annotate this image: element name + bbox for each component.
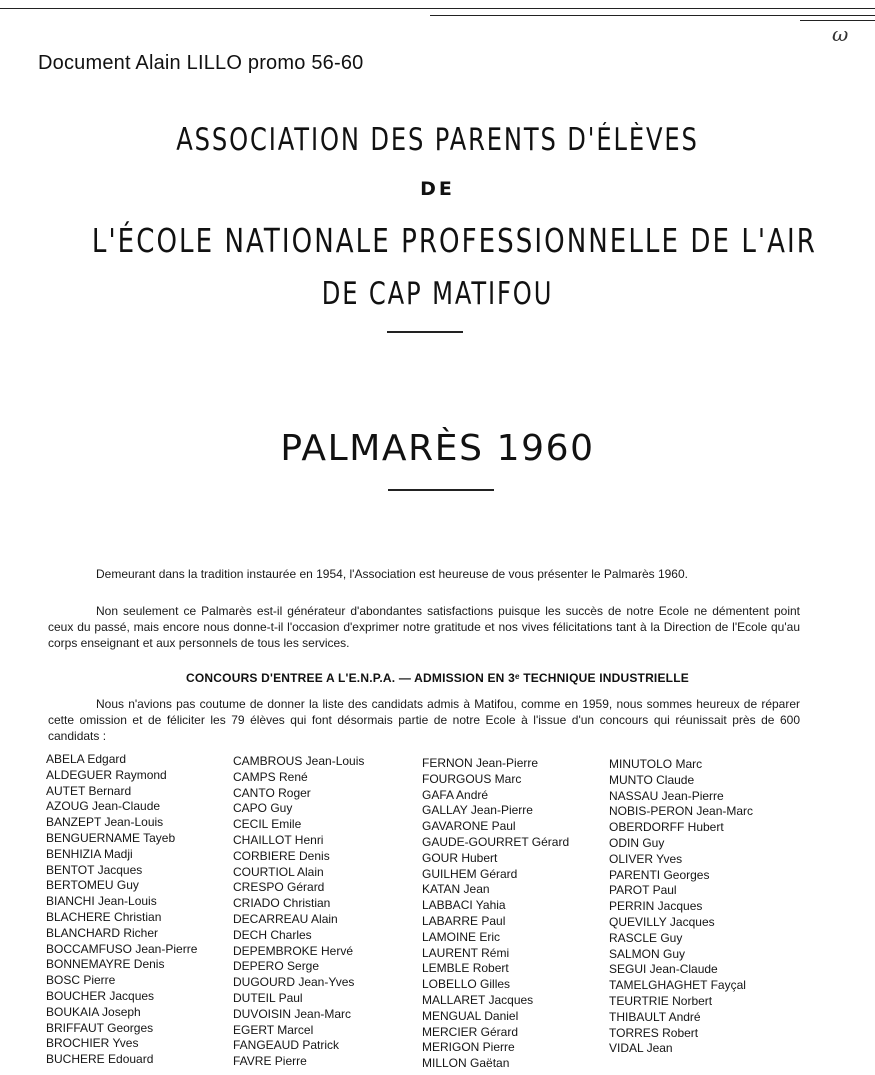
student-name: BUCHERE Edouard [46,1052,154,1067]
student-name: GUILHEM Gérard [422,866,518,881]
student-name: FANGEAUD Patrick [233,1038,340,1053]
student-name: LABBACI Yahia [422,898,506,913]
student-name: BOUCHER Jacques [46,988,155,1003]
student-list-column-3 [422,756,569,1072]
student-name: FOURGOUS Marc [422,771,522,786]
student-name: DECARREAU Alain [233,911,338,926]
student-name: MENGUAL Daniel [422,1008,519,1023]
title-divider [388,489,494,491]
student-name: TEURTRIE Norbert [609,993,713,1008]
student-name: CAMBROUS Jean-Louis [233,754,365,768]
student-name: LEMBLE Robert [422,961,509,976]
header-association: ASSOCIATION DES PARENTS D'ÉLÈVES [176,122,699,158]
student-name: ODIN Guy [609,835,665,850]
header-de: DE [420,178,455,200]
student-name: SEGUI Jean-Claude [609,962,718,977]
student-name: CRIADO Christian [233,896,331,911]
student-name: KATAN Jean [422,882,490,897]
student-name: TORRES Robert [609,1025,699,1040]
student-name: BOUKAIA Joseph [46,1004,141,1019]
student-list-column-4 [609,757,753,1057]
student-name: BIANCHI Jean-Louis [46,894,157,909]
student-name: OLIVER Yves [609,851,683,866]
student-name: BANZEPT Jean-Louis [46,815,164,830]
student-name: PARENTI Georges [609,867,710,882]
student-name: GAVARONE Paul [422,819,516,834]
student-name: GOUR Hubert [422,850,498,865]
student-name: BENTOT Jacques [46,862,143,877]
student-name: FERNON Jean-Pierre [422,756,539,770]
student-name: BENHIZIA Madji [46,846,133,861]
student-name: SALMON Guy [609,946,686,961]
scan-top-rule-secondary [430,15,875,16]
student-name: DEPERO Serge [233,959,320,974]
scan-top-rule-tertiary [800,20,875,21]
student-name: MALLARET Jacques [422,992,534,1007]
student-name: OBERDORFF Hubert [609,820,724,835]
scan-top-rule [0,8,875,9]
student-name: CANTO Roger [233,785,311,800]
student-name: VIDAL Jean [609,1041,673,1056]
student-name: BROCHIER Yves [46,1036,139,1051]
student-name: DUGOURD Jean-Yves [233,975,355,990]
handwritten-page-mark: ω [832,22,849,46]
student-name: BONNEMAYRE Denis [46,957,165,972]
student-name: COURTIOL Alain [233,864,324,879]
student-name: MUNTO Claude [609,772,695,787]
student-name: MINUTOLO Marc [609,757,703,771]
student-name: QUEVILLY Jacques [609,914,715,929]
student-name: BERTOMEU Guy [46,878,139,893]
student-name: BLANCHARD Richer [46,925,159,940]
student-name: MERIGON Pierre [422,1040,515,1055]
student-name: DUVOISIN Jean-Marc [233,1006,352,1021]
student-name: DUTEIL Paul [233,990,303,1005]
student-name: CAMPS René [233,769,308,784]
student-name: PAROT Paul [609,883,677,898]
student-name: NOBIS-PERON Jean-Marc [609,804,754,819]
student-name: GALLAY Jean-Pierre [422,803,533,818]
student-name: CECIL Emile [233,817,302,832]
student-name: RASCLE Guy [609,930,683,945]
student-list-column-2 [233,754,364,1070]
student-name: CRESPO Gérard [233,880,325,895]
student-name: MERCIER Gérard [422,1024,519,1039]
student-name: LOBELLO Gilles [422,977,511,992]
student-name: CORBIERE Denis [233,848,330,863]
student-name: BLACHERE Christian [46,909,162,924]
header-school: L'ÉCOLE NATIONALE PROFESSIONNELLE DE L'AIR [91,221,817,260]
student-name: BOCCAMFUSO Jean-Pierre [46,941,198,956]
student-name: BOSC Pierre [46,973,116,988]
intro-paragraph-2: Non seulement ce Palmarès est-il générateur d'abondantes satisfactions puisque les succès de notre Ecole ne démentent point ceux du passé, mais encore nous donne-t-il l'occasion d'exprimer notre gratitude et nos vives félicitations tant à la Direction de l'Ecole qu'au corps enseignant et aux personnels de tous les services. [48,604,800,650]
student-name: FAVRE Pierre [233,1054,307,1069]
student-name: GAUDE-GOURRET Gérard [422,834,570,849]
student-name: THIBAULT André [609,1009,701,1024]
student-name: CHAILLOT Henri [233,832,324,847]
student-name: NASSAU Jean-Pierre [609,788,724,803]
intro-paragraph-1: Demeurant dans la tradition instaurée en 1954, l'Association est heureuse de vous présenter le Palmarès 1960. [96,567,688,581]
document-attribution: Document Alain LILLO promo 56-60 [38,52,364,74]
student-name: ABELA Edgard [46,752,127,766]
header-divider [387,331,463,333]
student-list-column-1 [46,752,197,1068]
student-name: BRIFFAUT Georges [46,1020,154,1035]
student-name: LABARRE Paul [422,913,506,928]
student-name: BENGUERNAME Tayeb [46,830,176,845]
student-name: AUTET Bernard [46,783,132,798]
student-name: AZOUG Jean-Claude [46,799,161,814]
student-name: GAFA André [422,787,489,802]
student-name: LAMOINE Eric [422,929,501,944]
student-name: MILLON Gaëtan [422,1056,510,1071]
section-heading: CONCOURS D'ENTREE A L'E.N.P.A. — ADMISSION EN 3ᵉ TECHNIQUE INDUSTRIELLE [186,671,689,685]
student-name: LAURENT Rémi [422,945,510,960]
student-name: DEPEMBROKE Hervé [233,943,354,958]
page-title: PALMARÈS 1960 [280,428,595,469]
student-name: TAMELGHAGHET Fayçal [609,978,746,993]
student-name: DECH Charles [233,927,312,942]
section-paragraph: Nous n'avions pas coutume de donner la liste des candidats admis à Matifou, comme en 1959, nous sommes heureux de réparer cette omission et de féliciter les 79 élèves qui font désormais partie de notre Ecole à l'issue d'un concours qui réunissait près de 600 candidats : [48,697,800,743]
student-name: PERRIN Jacques [609,899,703,914]
student-name: CAPO Guy [233,801,293,816]
header-location: DE CAP MATIFOU [321,276,554,312]
student-name: ALDEGUER Raymond [46,767,167,782]
student-name: EGERT Marcel [233,1022,314,1037]
